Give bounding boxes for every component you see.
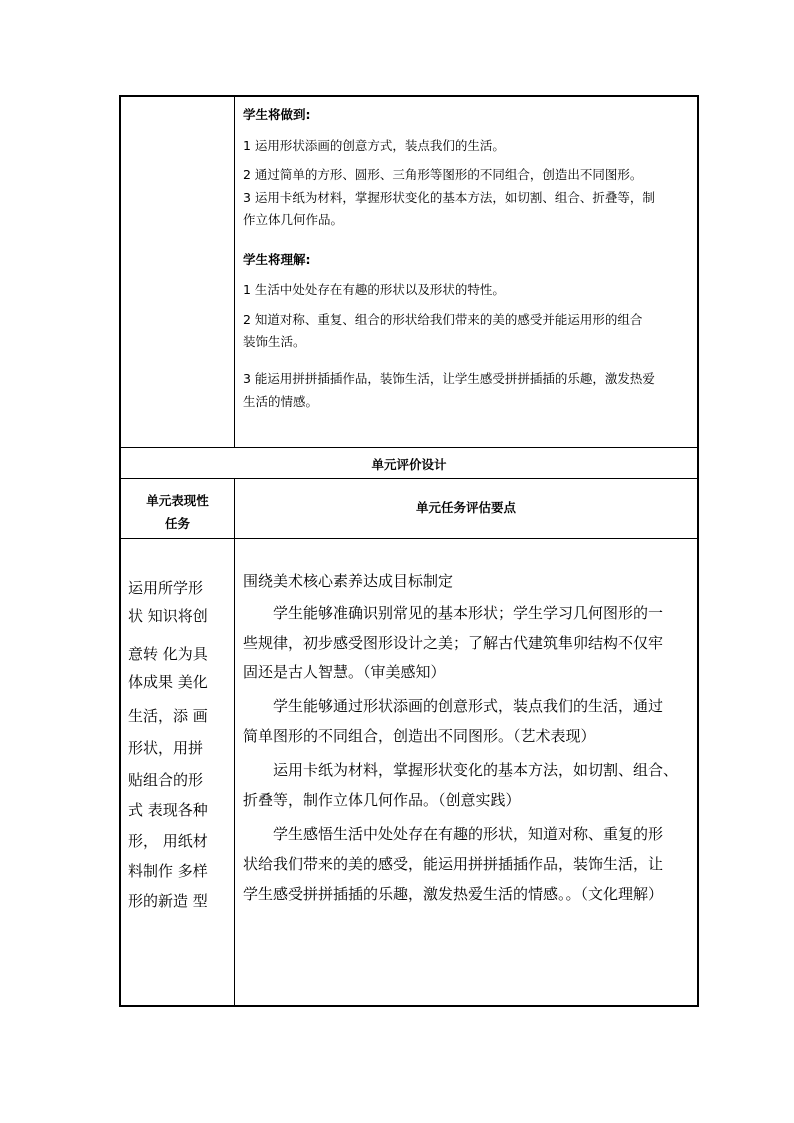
points-line: 学生感受拼拼插插的乐趣，激发热爱生活的情感。。（文化理解） [243, 885, 664, 903]
understand-title: 学生将理解: [243, 252, 311, 267]
table-bottom-border [119, 1005, 699, 1007]
table-left-border [119, 95, 121, 1007]
col1-header-line2: 任务 [164, 516, 190, 531]
points-line: 固还是古人智慧。（审美感知） [243, 663, 446, 681]
points-line: 折叠等，制作立体几何作品。（创意实践） [243, 791, 521, 809]
table-right-border [697, 95, 699, 1007]
understand-item-2-cont: 装饰生活。 [243, 334, 306, 349]
task-line: 生活，添 画 [128, 707, 208, 725]
eval-title-row-bottom [119, 478, 699, 479]
table-top-border [119, 95, 699, 97]
col1-header-line1: 单元表现性 [146, 493, 209, 508]
eval-section-title: 单元评价设计 [371, 457, 447, 472]
goals-row-bottom [119, 447, 699, 448]
points-line: 学生感悟生活中处处存在有趣的形状，知道对称、重复的形 [273, 825, 664, 843]
points-line: 状给我们带来的美的感受，能运用拼拼插插作品，装饰生活，让 [243, 855, 664, 873]
understand-item-1: 1 生活中处处存在有趣的形状以及形状的特性。 [243, 282, 505, 297]
do-item-3: 3 运用卡纸为材料，掌握形状变化的基本方法，如切割、组合、折叠等，制 [243, 190, 655, 205]
task-line: 形， 用纸材 [128, 832, 208, 850]
goals-column-divider [234, 95, 235, 447]
points-line: 学生能够通过形状添画的创意形式，装点我们的生活，通过 [273, 697, 664, 715]
understand-item-3: 3 能运用拼拼插插作品，装饰生活，让学生感受拼拼插插的乐趣，激发热爱 [243, 371, 655, 386]
task-line: 意转 化为具 [128, 645, 208, 663]
do-item-1: 1 运用形状添画的创意方式，装点我们的生活。 [243, 138, 505, 153]
task-line: 贴组合的形 [128, 771, 204, 789]
task-line: 形状，用拼 [128, 739, 204, 757]
do-item-3-cont: 作立体几何作品。 [243, 212, 344, 227]
task-line: 体成果 美化 [128, 673, 208, 691]
task-line: 状 知识将创 [128, 607, 208, 625]
points-line: 简单图形的不同组合，创造出不同图形。（艺术表现） [243, 727, 596, 745]
task-line: 式 表现各种 [128, 801, 208, 819]
col2-header: 单元任务评估要点 [415, 500, 516, 515]
points-line: 运用卡纸为材料，掌握形状变化的基本方法，如切割、组合、 [273, 761, 679, 779]
understand-item-3-cont: 生活的情感。 [243, 394, 319, 409]
do-title: 学生将做到: [243, 107, 311, 122]
eval-column-divider [234, 478, 235, 1006]
understand-item-2: 2 知道对称、重复、组合的形状给我们带来的美的感受并能运用形的组合 [243, 312, 643, 327]
do-item-2: 2 通过简单的方形、圆形、三角形等图形的不同组合，创造出不同图形。 [243, 167, 643, 182]
points-line: 些规律，初步感受图形设计之美；了解古代建筑隼卯结构不仅牢 [243, 634, 664, 652]
points-line: 学生能够准确识别常见的基本形状；学生学习几何图形的一 [273, 604, 664, 622]
task-line: 料制作 多样 [128, 862, 208, 880]
points-intro: 围绕美术核心素养达成目标制定 [243, 572, 454, 590]
eval-header-row-bottom [119, 538, 699, 539]
task-line: 形的新造 型 [128, 892, 208, 910]
task-line: 运用所学形 [128, 579, 204, 597]
